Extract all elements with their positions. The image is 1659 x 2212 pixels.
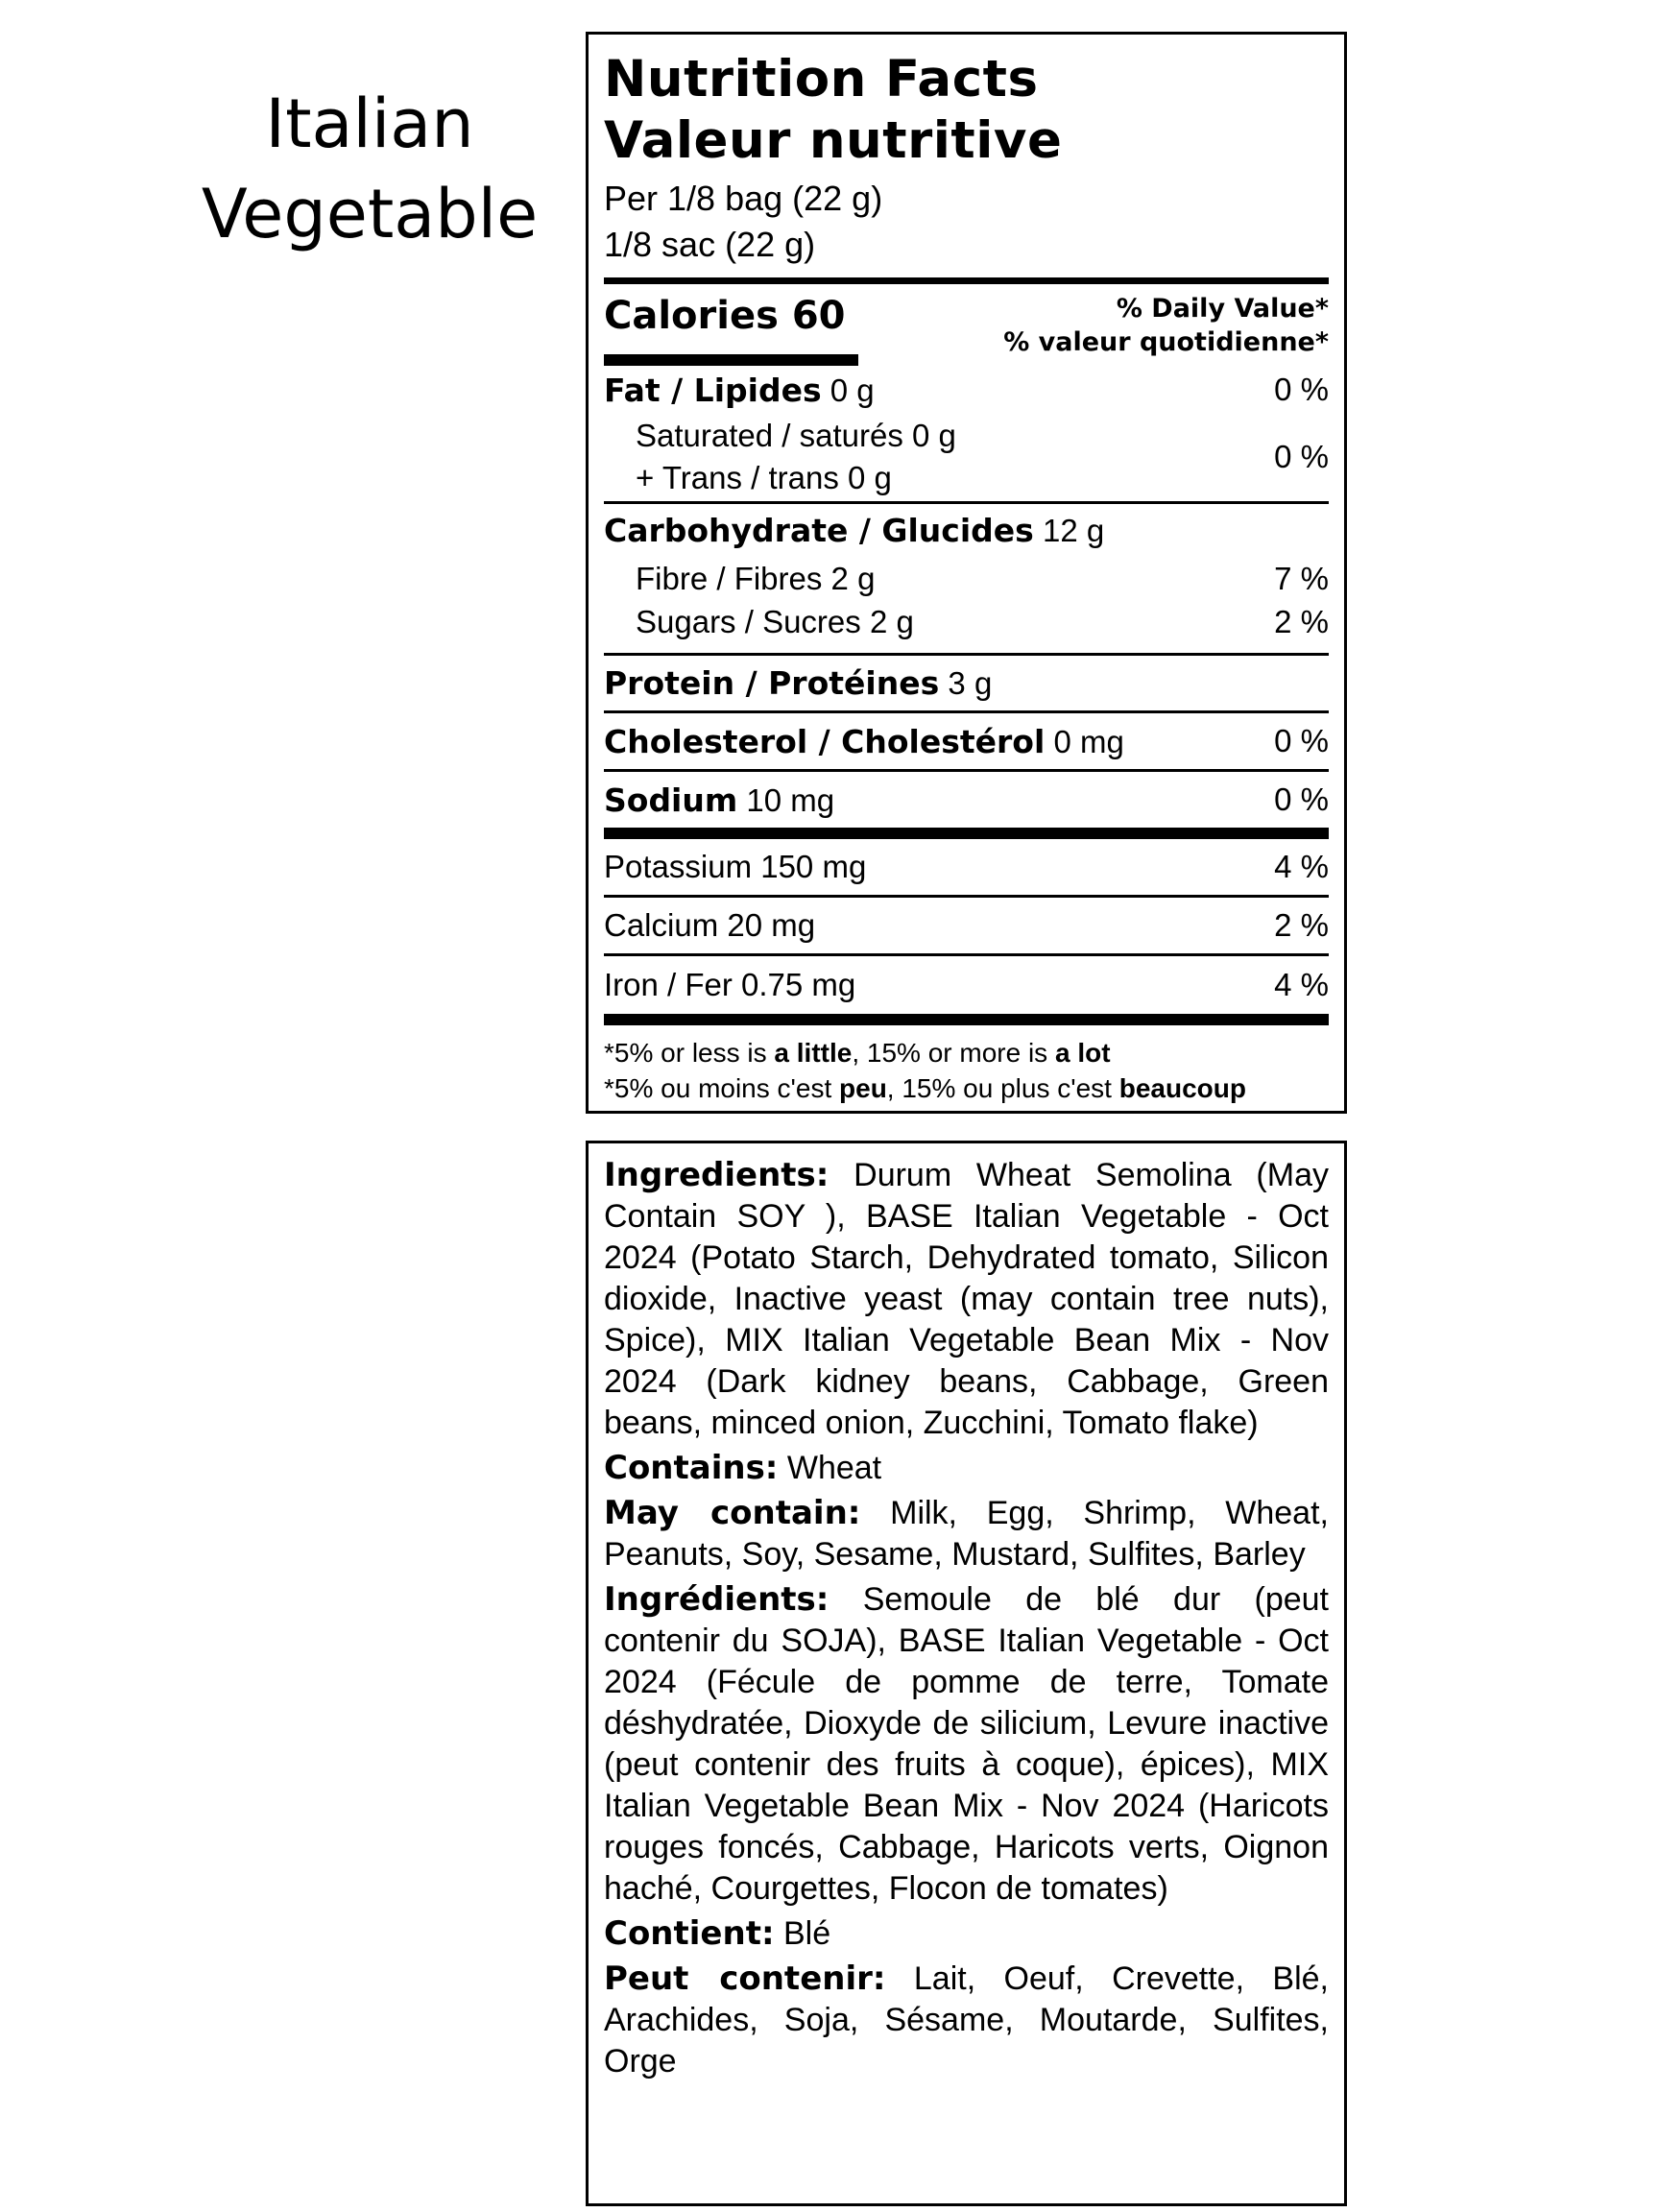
calories-label: Calories 60 (604, 294, 846, 338)
footnote (604, 1025, 1329, 1106)
may-contain-en-text: Milk, Egg, Shrimp, Wheat, Peanuts, Soy, Sesame, Mustard, Sulfites, Barley (604, 1495, 1329, 1573)
may-contain-en-label: May contain: (604, 1494, 861, 1532)
nutrition-title-en: Nutrition Facts (604, 50, 1039, 108)
divider-heavy (604, 828, 1329, 839)
serving-size-en: Per 1/8 bag (22 g) (604, 179, 883, 218)
protein-label: Protein / Protéines (604, 664, 940, 702)
contains-en-label: Contains: (604, 1449, 779, 1487)
contains-fr-label: Contient: (604, 1914, 775, 1953)
ingredients-en-text: Durum Wheat Semolina (May Contain SOY ), BASE Italian Vegetable - Oct 2024 (Potato Starch, Dehydrated tomato, Silicon dioxide, Inactive yeast (may contain tree nuts), Spice), MIX Italian Vegetable Bean Mix - Nov 2024 (Dark kidney beans, Cabbage, Green beans, minced onion, Zucchini, Tomato flake) (604, 1157, 1329, 1441)
may-contain-fr-label: Peut contenir: (604, 1960, 886, 1998)
product-name-line1: Italian (265, 84, 474, 163)
divider-heavy (604, 1014, 1329, 1025)
fat-amount: 0 g (821, 372, 875, 408)
nutrition-facts-panel (586, 32, 1347, 1114)
iron-label: Iron / Fer 0.75 mg (604, 967, 856, 1002)
sugars-label: Sugars / Sucres 2 g (636, 603, 914, 639)
sugars-row (604, 600, 1329, 643)
fat-row (604, 367, 1329, 413)
sugars-dv: 2 % (1274, 603, 1329, 639)
cholesterol-dv: 0 % (1274, 723, 1329, 758)
cholesterol-amount: 0 mg (1045, 723, 1124, 759)
ingredients-fr-text: Semoule de blé dur (peut contenir du SOJA), BASE Italian Vegetable - Oct 2024 (Fécule de pomme de terre, Tomate déshydratée, Dioxyde de silicium, Levure inactive (peut contenir des fruits à coque), épices), MIX Italian Vegetable Bean Mix - Nov 2024 (Haricots rouges foncés, Cabbage, Haricots verts, Oignon haché, Courgettes, Flocon de tomates) (604, 1581, 1329, 1907)
product-name (187, 79, 552, 259)
nutrition-title-fr: Valeur nutritive (604, 111, 1063, 170)
daily-value-header-fr: % valeur quotidienne* (1003, 327, 1329, 357)
carbohydrate-amount: 12 g (1033, 513, 1105, 548)
saturated-label: Saturated / saturés 0 g (636, 418, 956, 453)
sodium-row (604, 772, 1329, 828)
cholesterol-label: Cholesterol / Cholestérol (604, 722, 1046, 760)
footnote-fr-text: , 15% ou plus c'est (886, 1073, 1119, 1103)
potassium-dv: 4 % (1274, 849, 1329, 884)
ingredients-fr-label: Ingrédients: (604, 1580, 830, 1619)
fibre-row (604, 557, 1329, 600)
fibre-dv: 7 % (1274, 560, 1329, 596)
sodium-label: Sodium (604, 781, 738, 819)
calcium-row (604, 898, 1329, 953)
ingredients-panel (586, 1141, 1347, 2206)
contains-en-text: Wheat (778, 1450, 882, 1486)
sodium-dv: 0 % (1274, 781, 1329, 817)
iron-row (604, 956, 1329, 1014)
trans-label: + Trans / trans 0 g (636, 460, 892, 495)
fat-label: Fat / Lipides (604, 371, 822, 409)
product-name-line2: Vegetable (201, 175, 539, 253)
sat-trans-row (604, 413, 1329, 501)
ingredients-en (604, 1155, 1329, 1444)
sodium-amount: 10 mg (737, 781, 835, 818)
may-contain-en (604, 1493, 1329, 1575)
fibre-label: Fibre / Fibres 2 g (636, 560, 876, 596)
divider-thick (604, 277, 1329, 284)
footnote-en-text: *5% or less is (604, 1038, 775, 1068)
potassium-label: Potassium 150 mg (604, 849, 867, 884)
contains-fr-text: Blé (774, 1915, 831, 1952)
protein-amount: 3 g (939, 665, 993, 701)
carbohydrate-row (604, 504, 1329, 557)
footnote-en-bold: a little (774, 1038, 853, 1068)
serving-size-fr: 1/8 sac (22 g) (604, 225, 816, 264)
footnote-fr (604, 1070, 1329, 1106)
iron-dv: 4 % (1274, 967, 1329, 1002)
calcium-dv: 2 % (1274, 907, 1329, 943)
calcium-label: Calcium 20 mg (604, 907, 816, 943)
contains-en (604, 1448, 1329, 1489)
cholesterol-row (604, 713, 1329, 769)
fat-dv: 0 % (1274, 372, 1329, 407)
footnote-en-text: , 15% or more is (852, 1038, 1055, 1068)
ingredients-fr (604, 1579, 1329, 1910)
carbohydrate-label: Carbohydrate / Glucides (604, 512, 1034, 549)
may-contain-fr-text: Lait, Oeuf, Crevette, Blé, Arachides, Soja, Sésame, Moutarde, Sulfites, Orge (604, 1960, 1329, 2080)
footnote-fr-bold: beaucoup (1118, 1073, 1246, 1103)
ingredients-en-label: Ingredients: (604, 1156, 830, 1194)
sat-trans-dv: 0 % (1274, 439, 1329, 474)
potassium-row (604, 839, 1329, 895)
contains-fr (604, 1913, 1329, 1955)
calories-underline (604, 354, 858, 366)
footnote-fr-text: *5% ou moins c'est (604, 1073, 840, 1103)
footnote-en-bold: a lot (1054, 1038, 1111, 1068)
daily-value-header-en: % Daily Value* (1116, 294, 1329, 324)
footnote-fr-bold: peu (839, 1073, 887, 1103)
footnote-en (604, 1035, 1329, 1070)
calories-row (604, 284, 1329, 367)
protein-row (604, 656, 1329, 710)
may-contain-fr (604, 1959, 1329, 2082)
